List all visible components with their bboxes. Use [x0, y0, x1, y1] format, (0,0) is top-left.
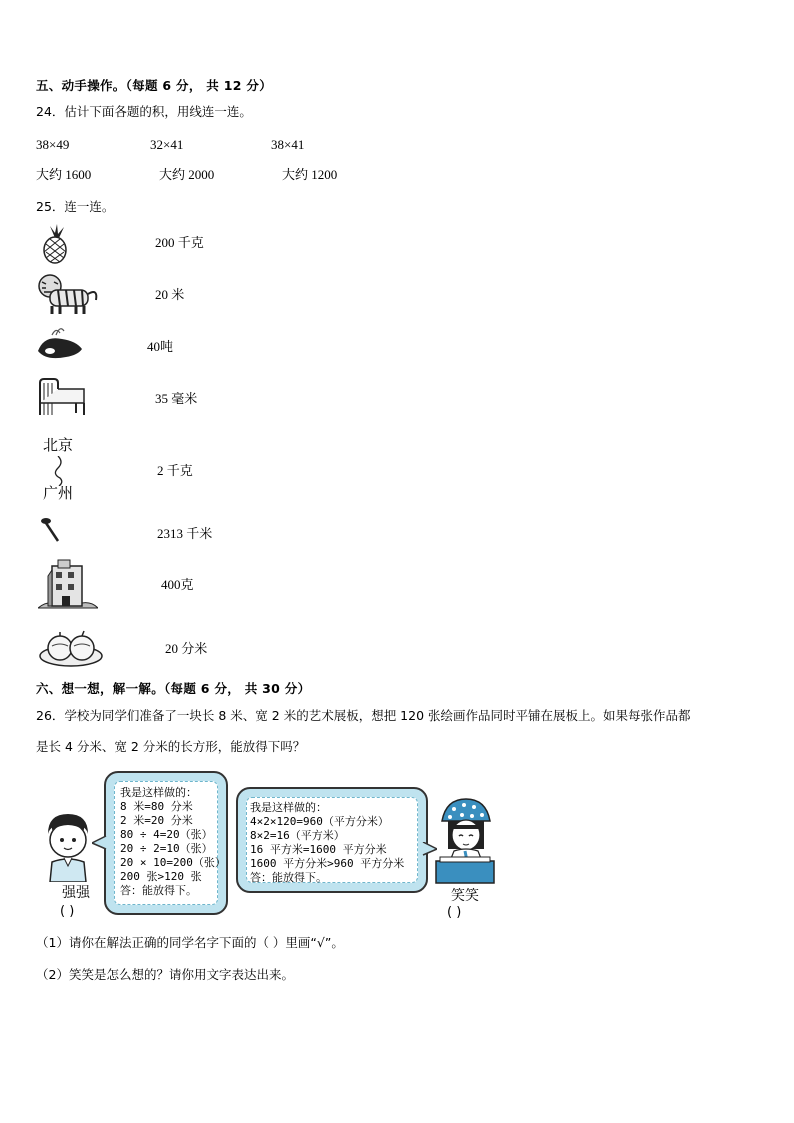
xiaoxiao-line-2: 4×2×120=960（平方分米） [250, 815, 389, 828]
label-item-7[interactable]: 400克 [161, 577, 194, 592]
xiaoxiao-line-5: 1600 平方分米>960 平方分米 [250, 857, 405, 870]
estimate-2[interactable]: 大约 2000 [159, 167, 215, 182]
map-label-beijing: 北京 [43, 436, 74, 454]
label-item-3[interactable]: 40吨 [147, 339, 174, 354]
xiaoxiao-solution-bubble [236, 787, 428, 893]
nail-icon[interactable] [40, 517, 62, 545]
question-26-sub-2: （2）笑笑是怎么想的？请你用文字表达出来。 [36, 967, 294, 982]
label-item-8[interactable]: 20 分米 [165, 641, 208, 656]
student-name-xiaoxiao: 笑笑 [451, 888, 479, 904]
building-icon[interactable] [38, 556, 98, 612]
label-item-6[interactable]: 2313 千米 [157, 526, 213, 541]
apples-plate-icon[interactable] [38, 628, 104, 668]
section-5-header: 五、动手操作。（每题 6 分， 共 12 分） [36, 78, 273, 93]
estimate-3[interactable]: 大约 1200 [282, 167, 338, 182]
label-item-5[interactable]: 2 千克 [157, 463, 193, 478]
question-24-prompt: 24．估计下面各题的积，用线连一连。 [36, 104, 252, 119]
qiangqiang-line-4: 80 ÷ 4=20（张） [120, 828, 213, 841]
xiaoxiao-line-1: 我是这样做的： [250, 801, 327, 814]
pineapple-icon[interactable] [38, 224, 72, 264]
whale-icon[interactable] [36, 325, 86, 363]
answer-paren-xiaoxiao[interactable]: ( ) [447, 905, 462, 920]
answer-paren-qiangqiang[interactable]: ( ) [60, 904, 75, 919]
section-6-header: 六、想一想，解一解。（每题 6 分， 共 30 分） [36, 681, 311, 696]
qiangqiang-line-2: 8 米=80 分米 [120, 800, 193, 813]
qiangqiang-line-8: 答：能放得下。 [120, 884, 197, 897]
question-26-prompt-line-2: 是长 4 分米、宽 2 分米的长方形，能放得下吗？ [36, 739, 306, 754]
question-26-sub-1: （1）请你在解法正确的同学名字下面的（ ）里画“√”。 [36, 935, 344, 950]
bed-icon[interactable] [36, 375, 90, 419]
map-label-guangzhou: 广州 [43, 484, 74, 502]
qiangqiang-line-7: 200 张>120 张 [120, 870, 202, 883]
expression-2[interactable]: 32×41 [150, 137, 184, 152]
xiaoxiao-line-6: 答：能放得下。 [250, 871, 327, 884]
qiangqiang-solution-bubble [104, 771, 228, 915]
xiaoxiao-line-3: 8×2=16（平方米） [250, 829, 345, 842]
student-name-qiangqiang: 强强 [62, 885, 90, 901]
tiger-icon[interactable] [36, 272, 102, 316]
boy-qiangqiang-icon [38, 812, 98, 882]
girl-xiaoxiao-icon [432, 797, 498, 887]
qiangqiang-line-3: 2 米=20 分米 [120, 814, 193, 827]
qiangqiang-line-1: 我是这样做的： [120, 786, 197, 799]
question-25-prompt: 25．连一连。 [36, 199, 115, 214]
label-item-4[interactable]: 35 毫米 [155, 391, 198, 406]
label-item-2[interactable]: 20 米 [155, 287, 185, 302]
xiaoxiao-line-4: 16 平方米=1600 平方分米 [250, 843, 387, 856]
left-bubble-tail [92, 836, 108, 850]
qiangqiang-line-6: 20 × 10=200（张） [120, 856, 226, 869]
expression-1[interactable]: 38×49 [36, 137, 70, 152]
beijing-guangzhou-map-icon[interactable] [40, 434, 80, 506]
estimate-1[interactable]: 大约 1600 [36, 167, 92, 182]
qiangqiang-line-5: 20 ÷ 2=10（张） [120, 842, 213, 855]
question-26-prompt-line-1: 26．学校为同学们准备了一块长 8 米、宽 2 米的艺术展板，想把 120 张绘画作品同时平铺在展板上。如果每张作品都 [36, 708, 691, 723]
expression-3[interactable]: 38×41 [271, 137, 305, 152]
label-item-1[interactable]: 200 千克 [155, 235, 204, 250]
